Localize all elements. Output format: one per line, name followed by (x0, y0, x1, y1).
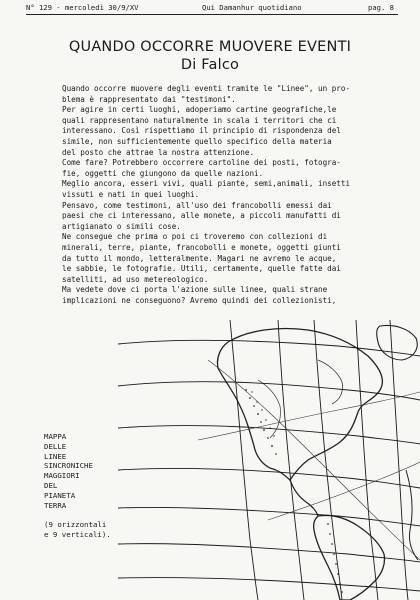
caption-note-line: e 9 verticali). (44, 530, 111, 540)
vertical-line (278, 320, 304, 600)
article-line: da tutto il mondo, letteralmente. Magari ne avremo le acque, (62, 253, 337, 263)
publication-name: Qui Damanhur quotidiano (202, 3, 302, 12)
horizontal-line (118, 468, 420, 488)
vertical-line (356, 320, 378, 600)
article-line: simile, non sufficientemente quello specifico della materia (62, 136, 332, 146)
article-line: Meglio ancora, esseri vivi, quali piante, semi,animali, insetti (62, 179, 351, 189)
page-header (26, 2, 398, 15)
article-line: Come fare? Potrebbero occorrere cartoline dei posti, fotogra- (62, 158, 341, 168)
article-line: le sabbie, le fotografie. Utili, certamente, quelle fatte dai (62, 264, 341, 274)
caption-line: PIANETA (44, 490, 76, 500)
horizontal-line (118, 577, 420, 591)
caption-line: TERRA (44, 500, 67, 510)
horizontal-line (118, 340, 420, 356)
article-line: fie, oggetti che giungono da quelle nazioni. (62, 168, 264, 178)
article-body (62, 84, 397, 306)
caption-line: DEL (44, 480, 58, 490)
vertical-line (230, 320, 258, 600)
article-author: Di Falco (180, 57, 240, 73)
article-line: vissuti e nati in quei luoghi. (62, 189, 200, 199)
caption-note-line: (9 orizzontali (44, 520, 107, 530)
caption-line: MAPPA (44, 432, 67, 441)
article-title: QUANDO OCCORRE MUOVERE EVENTI (68, 39, 352, 55)
article-line: Quando occorre muovere degli eventi tramite le "Linee", un pro- (62, 84, 351, 93)
article-line: implicazioni ne conseguono? Avremo quindi dei collezionisti, (62, 295, 337, 305)
article-line: quali rappresentano naturalmente in scala i territori che ci (62, 115, 337, 125)
article-line: artigianato o simili cose. (62, 221, 181, 231)
caption-line: MAGGIORI (44, 471, 80, 481)
horizontal-line (118, 426, 420, 444)
map-caption (44, 432, 134, 540)
article-line: Per agire in certi luoghi, adoperiamo cartine geografiche,le (62, 105, 337, 115)
issue-date: N° 129 - mercoledì 30/9/XV (26, 3, 139, 12)
caption-line: LINEE (44, 451, 67, 461)
page-number: pag. 8 (368, 3, 394, 12)
world-map-synchronic-lines (118, 320, 420, 600)
caption-line: DELLE (44, 441, 67, 451)
vertical-line (390, 320, 408, 600)
article-line: Pensavo, come testimoni, all'uso dei francobolli emessi dai (62, 200, 332, 210)
article-line: satelliti, ad uso metereologico. (62, 274, 209, 284)
article-line: minerali, terre, piante, francobolli e monete, oggetti giunti (62, 242, 341, 252)
horizontal-line (118, 382, 420, 400)
caption-line: SINCRONICHE (44, 461, 93, 471)
article-line: interessano. Così rispettiamo il principio di rispondenza del (62, 126, 341, 136)
article-line: paesi che ci interessano, alle monete, a piccoli manufatti di (62, 211, 341, 221)
article-line: blema è rappresentato dai "testimoni". (62, 94, 236, 104)
article-line: Ne consegue che prima o poi ci troveremo con collezioni di (62, 232, 328, 242)
article-line: Ma vedete dove ci porta l'azione sulle linee, quali strane (62, 285, 328, 295)
synchronic-lines (118, 320, 420, 600)
caption-spacer (44, 510, 134, 520)
article-line: del posto che attrae la nostra attenzione. (62, 147, 255, 157)
horizontal-line (118, 544, 420, 562)
africa-edge-outline (406, 470, 418, 560)
